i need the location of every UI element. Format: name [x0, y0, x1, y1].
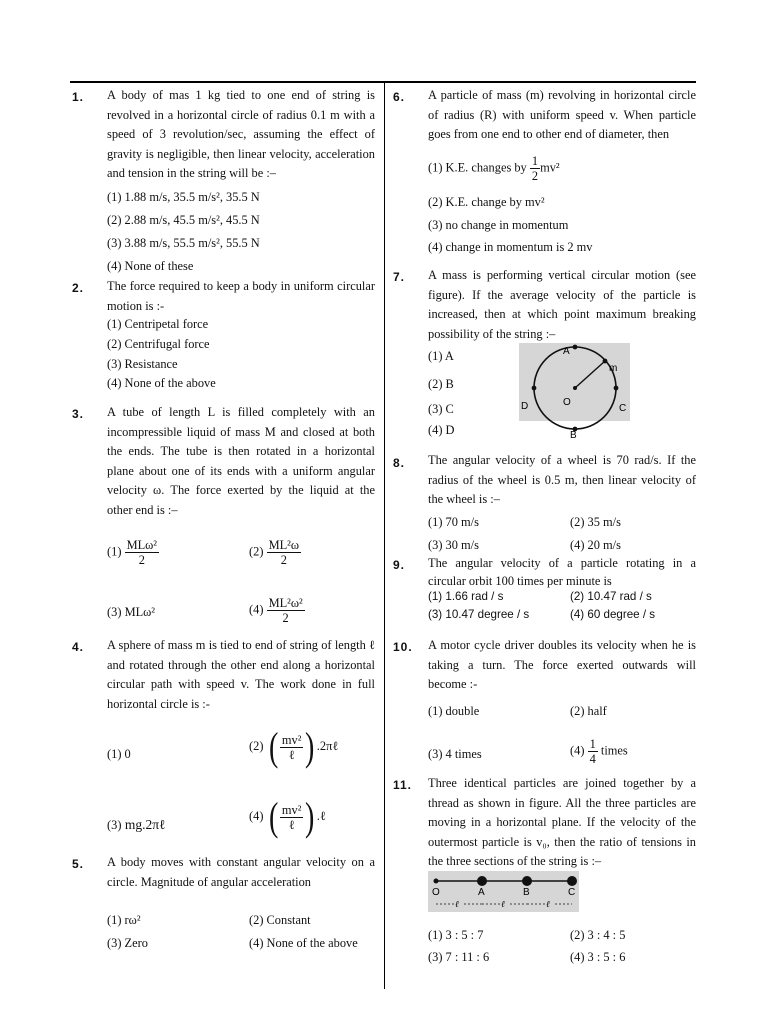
point-d	[532, 386, 537, 391]
option-4: (4) None of the above	[249, 936, 358, 950]
option-2	[249, 538, 301, 567]
fraction	[588, 737, 598, 766]
option-3	[107, 604, 155, 620]
option-4	[570, 737, 628, 766]
label-o: O	[563, 397, 571, 408]
question-text: Three identical particles are joined together by a thread as shown in figure. All the three particles are moving in a horizontal plane. If the velocity of the outermost particle is v₀, then the ratio of tensions in the three sections of the string is :–	[428, 776, 696, 868]
option-label: (3)	[107, 605, 122, 619]
question-text: A body moves with constant angular velocity on a circle. Magnitude of angular acceleration	[107, 855, 375, 889]
denominator: ℓ	[288, 747, 295, 762]
option-1: (1) rω²	[107, 913, 141, 927]
denominator: ℓ	[288, 817, 295, 832]
option-1: (1) double	[428, 704, 480, 718]
question-number: 10.	[393, 640, 413, 654]
fraction	[280, 803, 304, 832]
point-a	[573, 345, 578, 350]
particle-a	[477, 876, 487, 886]
option-tail: .2πℓ	[316, 738, 339, 753]
label-m: m	[609, 363, 618, 374]
denominator: 2	[138, 553, 145, 567]
option-math: mg.2πℓ	[124, 817, 166, 832]
pivot-o	[434, 879, 439, 884]
question-text: The angular velocity of a wheel is 70 rad/s. If the radius of the wheel is 0.5 m, then linear velocity of the wheel is :–	[428, 453, 696, 506]
mass-m	[603, 359, 608, 364]
right-parenthesis: )	[305, 794, 315, 839]
question-number: 1.	[72, 90, 85, 104]
option-label: (1)	[107, 544, 122, 559]
label-a: A	[563, 346, 570, 357]
option-1: (1) 70 m/s	[428, 515, 479, 529]
top-rule	[70, 81, 696, 83]
option-3: (3) 10.47 degree / s	[428, 608, 530, 621]
label-d: D	[521, 401, 529, 412]
numerator: 1	[531, 154, 539, 168]
option-4: (4) None of these	[107, 259, 194, 273]
label-b: B	[523, 887, 530, 898]
question-text: A body of mas 1 kg tied to one end of string is revolved in a horizontal circle of radius 0.1 m with a speed of 3 revolution/sec, assuming the effect of gravity is negligible, then linear velocity, acceleration and tension in the string will be :–	[107, 88, 375, 180]
option-2	[249, 724, 339, 769]
option-4: (4) 3 : 5 : 6	[570, 950, 626, 964]
option-label: (4)	[249, 602, 264, 617]
option-label: (3)	[107, 818, 122, 832]
question-number: 6.	[393, 90, 406, 104]
option-label: (4)	[249, 808, 264, 823]
fraction	[267, 538, 301, 567]
option-1	[107, 538, 159, 567]
option-4: (4) None of the above	[107, 376, 216, 390]
particles-diagram	[428, 871, 579, 912]
question-number: 11.	[393, 778, 413, 792]
length-label-3: ℓ	[546, 899, 550, 909]
option-label: (4)	[570, 743, 585, 758]
question-text: A mass is performing vertical circular motion (see figure). If the average velocity of the particle is increased, then at which point maximum breaking possibility of the string :–	[428, 268, 696, 341]
label-o: O	[432, 887, 440, 898]
option-2: (2) K.E. change by mv²	[428, 195, 545, 209]
option-2: (2) 35 m/s	[570, 515, 621, 529]
numerator: 1	[589, 737, 596, 751]
label-c: C	[619, 403, 627, 414]
question-text: A motor cycle driver doubles its velocity when he is taking a turn. The force exerted outwards will become :-	[428, 638, 696, 691]
numerator: mv²	[281, 802, 302, 817]
option-tail: mv²	[540, 160, 560, 175]
option-1: (1) 0	[107, 747, 131, 761]
question-number: 5.	[72, 857, 85, 871]
circle-diagram	[519, 343, 630, 441]
option-2: (2) 10.47 rad / s	[570, 590, 652, 603]
question-number: 9.	[393, 558, 406, 572]
column-divider	[384, 83, 385, 989]
left-parenthesis: (	[268, 794, 278, 839]
center-point	[573, 386, 577, 390]
question-text: A particle of mass (m) revolving in horizontal circle of radius (R) with uniform speed v. When particle goes from one end to other end of diameter, then	[428, 88, 696, 141]
option-3: (3) no change in momentum	[428, 218, 569, 232]
option-3: (3) 30 m/s	[428, 538, 479, 552]
option-label: (1) K.E. changes by	[428, 160, 527, 175]
option-4	[249, 596, 305, 625]
option-math: MLω²	[124, 605, 156, 619]
option-label: (2)	[249, 544, 264, 559]
option-3	[107, 817, 166, 833]
option-2: (2) half	[570, 704, 607, 718]
length-label-2: ℓ	[501, 899, 505, 909]
option-1: (1) 3 : 5 : 7	[428, 928, 484, 942]
question-text: The force required to keep a body in uniform circular motion is :-	[107, 279, 375, 313]
fraction	[267, 596, 305, 625]
string-line	[575, 361, 605, 388]
numerator: mv²	[281, 732, 302, 747]
label-a: A	[478, 887, 485, 898]
left-parenthesis: (	[268, 724, 278, 769]
denominator: 2	[280, 553, 287, 567]
option-label: (2)	[249, 738, 264, 753]
option-4	[249, 794, 326, 839]
length-label-1: ℓ	[455, 899, 459, 909]
label-b: B	[570, 430, 577, 441]
option-2: (2) 3 : 4 : 5	[570, 928, 626, 942]
option-2: (2) Centrifugal force	[107, 337, 210, 351]
question-number: 2.	[72, 281, 85, 295]
particle-c	[567, 876, 577, 886]
fraction	[530, 154, 540, 183]
option-4: (4) change in momentum is 2 mv	[428, 240, 593, 254]
option-2: (2) 2.88 m/s, 45.5 m/s², 45.5 N	[107, 213, 260, 227]
fraction	[125, 538, 159, 567]
question-text: A sphere of mass m is tied to end of string of length ℓ and rotated through the other end along a horizontal circular path with speed v. The work done in full horizontal circle is :-	[107, 638, 375, 711]
question-number: 8.	[393, 456, 406, 470]
denominator: 2	[531, 169, 539, 183]
option-3: (3) 4 times	[428, 747, 482, 761]
option-3: (3) 3.88 m/s, 55.5 m/s², 55.5 N	[107, 236, 260, 250]
option-3: (3) C	[428, 402, 454, 416]
option-1: (1) 1.88 m/s, 35.5 m/s², 35.5 N	[107, 190, 260, 204]
option-4: (4) 20 m/s	[570, 538, 621, 552]
vertical-circle-figure	[519, 343, 630, 441]
fraction	[280, 733, 304, 762]
numerator: ML²ω	[268, 538, 300, 552]
option-2: (2) Constant	[249, 913, 311, 927]
option-1: (1) Centripetal force	[107, 317, 209, 331]
right-parenthesis: )	[305, 724, 315, 769]
numerator: ML²ω²	[268, 596, 303, 610]
question-text: The angular velocity of a particle rotating in a circular orbit 100 times per minute is	[428, 556, 696, 588]
option-3: (3) Zero	[107, 936, 148, 950]
option-tail: .ℓ	[316, 808, 326, 823]
three-particles-figure	[428, 871, 579, 912]
label-c: C	[568, 887, 576, 898]
option-4: (4) 60 degree / s	[570, 608, 656, 621]
option-2: (2) B	[428, 377, 454, 391]
option-1: (1) 1.66 rad / s	[428, 590, 504, 603]
question-text: A tube of length L is filled completely with an incompressible liquid of mass M and closed at both the ends. The tube is then rotated in a horizontal plane about one of its ends with a uniform angular velocity ω. The force exerted by the liquid at the other end is :–	[107, 405, 375, 517]
numerator: MLω²	[126, 538, 158, 552]
option-3: (3) 7 : 11 : 6	[428, 950, 490, 964]
point-c	[614, 386, 619, 391]
particle-b	[522, 876, 532, 886]
denominator: 2	[282, 611, 289, 625]
question-number: 3.	[72, 407, 85, 421]
option-1: (1) A	[428, 349, 454, 363]
option-4: (4) D	[428, 423, 455, 437]
question-number: 4.	[72, 640, 85, 654]
option-tail: times	[600, 743, 628, 758]
question-number: 7.	[393, 270, 406, 284]
option-3: (3) Resistance	[107, 357, 178, 371]
option-1	[428, 154, 560, 183]
denominator: 4	[589, 752, 596, 766]
